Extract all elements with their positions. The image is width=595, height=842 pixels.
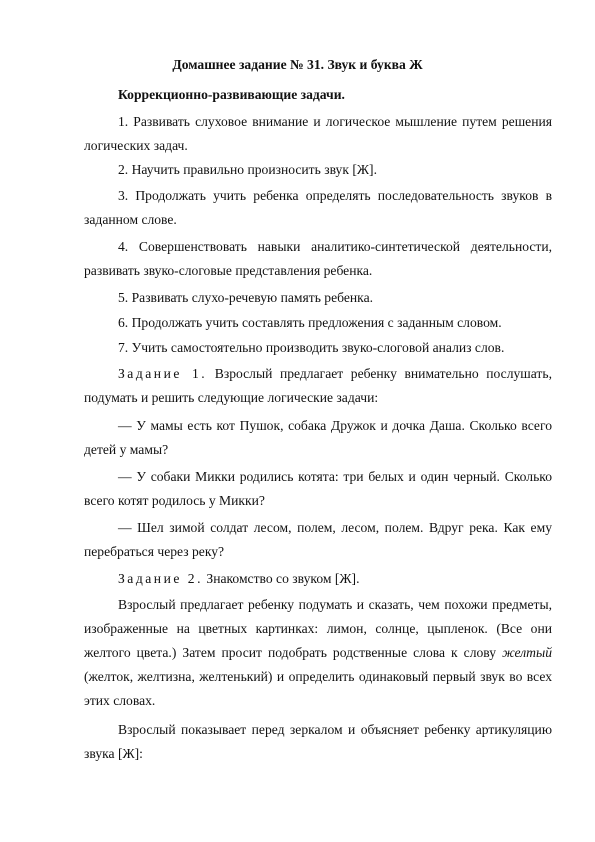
section-subtitle: Коррекционно-развивающие задачи.	[118, 87, 345, 102]
exercise-1-text: Взрослый предлагает ребенку внимательно послушать, подумать и решить следующие логические задачи:	[84, 366, 552, 405]
task-item: 2. Научить правильно произносить звук [Ж].	[118, 162, 377, 177]
task-item: 3. Продолжать учить ребенка определять последовательность звуков в заданном слове.	[84, 188, 552, 227]
logic-question: — Шел зимой солдат лесом, полем, лесом, полем. Вдруг река. Как ему перебраться через реку?	[84, 520, 552, 559]
paragraph-text: Взрослый предлагает ребенку подумать и сказать, чем похожи предметы, изображенные на цветных картинках: лимон, солнце, цыпленок. (Все они желтого цвета.) Затем просит подобрать родственные слова к слову	[84, 597, 552, 660]
task-item: 7. Учить самостоятельно производить звуко-слоговой анализ слов.	[118, 340, 505, 355]
task-item: 1. Развивать слуховое внимание и логическое мышление путем решения логических задач.	[84, 114, 552, 153]
task-item: 6. Продолжать учить составлять предложения с заданным словом.	[118, 315, 502, 330]
italic-word: желтый	[502, 645, 552, 660]
exercise-2-heading	[84, 567, 552, 591]
task-item: 4. Совершенствовать навыки аналитико-синтетической деятельности, развивать звуко-слоговые представления ребенка.	[84, 239, 552, 278]
logic-question: — У мамы есть кот Пушок, собака Дружок и дочка Даша. Сколько всего детей у мамы?	[84, 418, 552, 457]
exercise-1-label: Задание 1.	[118, 366, 208, 381]
paragraph-text: (желток, желтизна, желтенький) и определить одинаковый первый звук во всех этих словах.	[84, 669, 552, 708]
exercise-1-paragraph	[84, 362, 552, 410]
document-title: Домашнее задание № 31. Звук и буква Ж	[172, 57, 423, 72]
exercise-2-paragraph-2: Взрослый показывает перед зеркалом и объясняет ребенку артикуляцию звука [Ж]:	[84, 722, 552, 761]
exercise-2-paragraph	[84, 593, 552, 713]
exercise-2-label: Задание 2.	[118, 571, 203, 586]
exercise-2-text: Знакомство со звуком [Ж].	[202, 571, 360, 586]
logic-question: — У собаки Микки родились котята: три белых и один черный. Сколько всего котят родилось у Микки?	[84, 469, 552, 508]
task-item: 5. Развивать слухо-речевую память ребенка.	[118, 290, 374, 305]
